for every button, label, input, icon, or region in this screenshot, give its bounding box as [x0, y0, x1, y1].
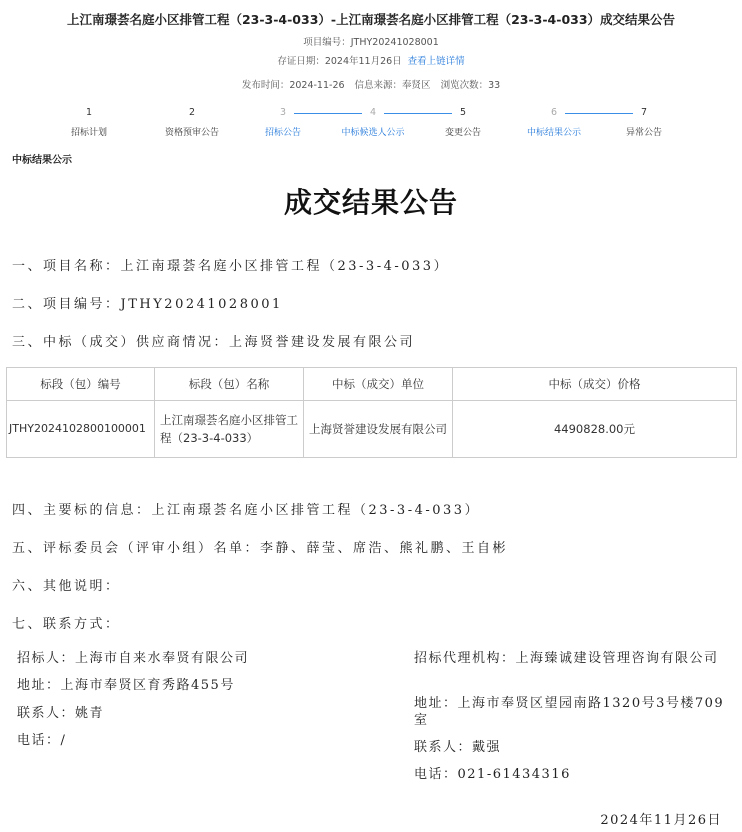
step-label: 变更公告 [444, 128, 481, 138]
info-source: 信息来源：奉贤区 [354, 80, 431, 91]
project-number: 项目编号：JTHY20241028001 [303, 37, 439, 48]
agency-line: 招标代理机构：上海臻诚建设管理咨询有限公司 [414, 651, 719, 666]
step-label: 招标公告 [264, 128, 301, 138]
main-subject-line: 四、主要标的信息：上江南璟荟名庭小区排管工程（23-3-4-033） [12, 503, 481, 518]
step-result-publicity[interactable] [509, 106, 599, 139]
publish-info [0, 77, 742, 91]
step-label: 资格预审公告 [164, 128, 219, 138]
tenderer-phone: 电话：/ [17, 733, 67, 748]
table-header: 中标（成交）单位 [304, 368, 453, 401]
table-cell: 上江南璟荟名庭小区排管工程（23-3-4-033） [155, 401, 304, 458]
step-number: 3 [279, 107, 287, 118]
step-number: 2 [188, 107, 196, 118]
step-change-notice[interactable] [418, 106, 508, 139]
supplier-line: 三、中标（成交）供应商情况：上海贤誉建设发展有限公司 [12, 335, 416, 350]
archive-date: 存证日期：2024年11月26日 [277, 56, 402, 67]
table-cell: 4490828.00元 [453, 401, 737, 458]
section-label: 中标结果公示 [12, 155, 72, 166]
step-number: 5 [459, 107, 467, 118]
agency-address: 地址：上海市奉贤区望园南路1320号3号楼709室 [414, 696, 725, 728]
notice-title: 成交结果公告 [283, 186, 458, 219]
table-header: 中标（成交）价格 [453, 368, 737, 401]
step-number: 4 [369, 107, 377, 118]
step-number: 6 [550, 107, 558, 118]
table-header: 标段（包）名称 [155, 368, 304, 401]
result-table [6, 367, 737, 458]
agency-contact: 联系人：戴强 [414, 740, 502, 755]
table-header-row [7, 368, 737, 401]
view-count: 浏览次数：33 [440, 80, 501, 91]
table-cell: JTHY2024102800100001 [7, 401, 155, 458]
step-exception-notice[interactable] [599, 106, 689, 139]
step-label: 招标计划 [70, 128, 107, 138]
step-prequalification[interactable] [147, 106, 237, 139]
table-row [7, 401, 737, 458]
table-cell: 上海贤誉建设发展有限公司 [304, 401, 453, 458]
step-label: 异常公告 [625, 128, 662, 138]
project-name-line: 一、项目名称：上江南璟荟名庭小区排管工程（23-3-4-033） [12, 259, 450, 274]
step-tender-notice[interactable] [238, 106, 328, 139]
archive-line [0, 53, 742, 67]
other-notes-line: 六、其他说明： [12, 579, 121, 594]
step-label: 中标候选人公示 [341, 128, 405, 138]
contact-heading: 七、联系方式： [12, 617, 121, 632]
committee-line: 五、评标委员会（评审小组）名单：李静、薛莹、席浩、熊礼鹏、王自彬 [12, 541, 509, 556]
chain-detail-link[interactable]: 查看上链详情 [407, 56, 465, 67]
step-number: 1 [85, 107, 93, 118]
project-number-line: 二、项目编号：JTHY20241028001 [12, 297, 283, 312]
progress-steps [0, 106, 742, 142]
tenderer-contact: 联系人：姚青 [17, 706, 105, 721]
publish-time: 发布时间：2024-11-26 [241, 80, 345, 91]
step-tender-plan[interactable] [44, 106, 134, 139]
agency-phone: 电话：021-61434316 [414, 767, 571, 782]
page-title: 上江南璟荟名庭小区排管工程（23-3-4-033）-上江南璟荟名庭小区排管工程（23-3-4-033）成交结果公告 [66, 12, 676, 27]
step-candidate-publicity[interactable] [328, 106, 418, 139]
tenderer-address: 地址：上海市奉贤区育秀路455号 [17, 678, 235, 693]
step-label: 中标结果公示 [526, 128, 581, 138]
table-header: 标段（包）编号 [7, 368, 155, 401]
tenderer-line: 招标人：上海市自来水奉贤有限公司 [17, 651, 250, 666]
notice-date: 2024年11月26日 [600, 813, 722, 828]
step-number: 7 [640, 107, 648, 118]
